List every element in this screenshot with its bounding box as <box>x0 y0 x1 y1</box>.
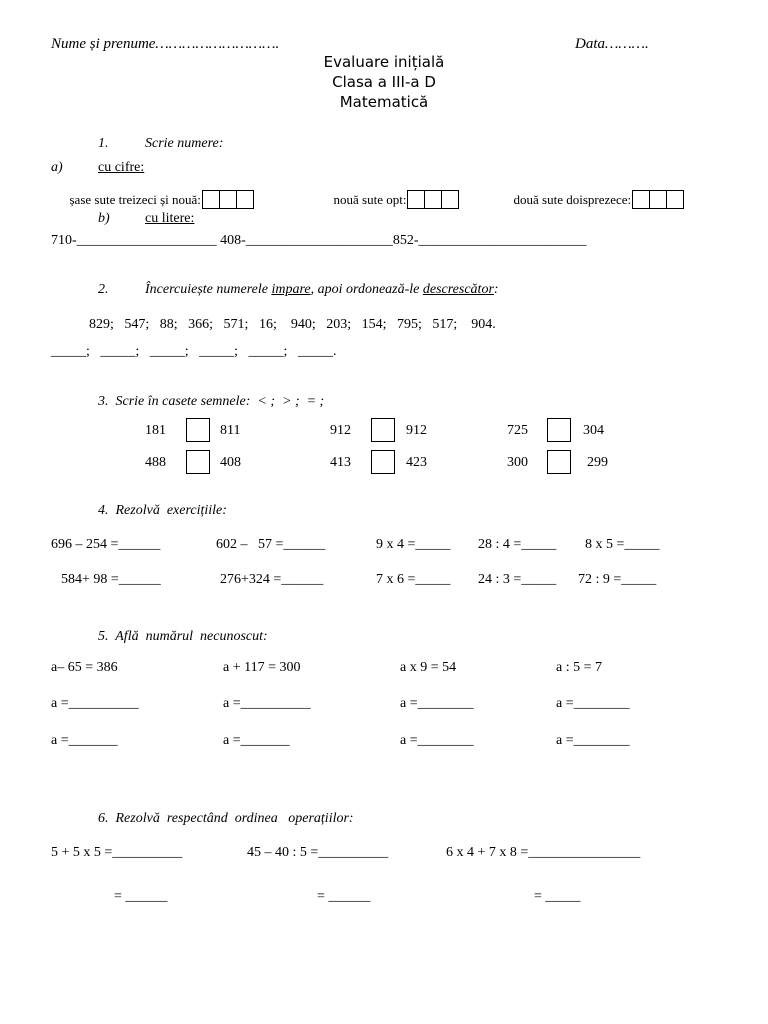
ex6-result-2[interactable]: = ______ <box>317 889 371 904</box>
ex5-step1-1[interactable]: a =__________ <box>51 696 139 711</box>
ex1-item2 <box>327 177 459 209</box>
ex2-heading-desc: descrescător <box>422 282 494 297</box>
ex5-step2-2[interactable]: a =_______ <box>223 733 290 748</box>
ex1-item1 <box>63 177 254 209</box>
compare-box-6[interactable] <box>547 450 571 474</box>
ex2-heading-mid: , apoi ordonează-le <box>310 282 423 297</box>
ex1-b-label: b) <box>98 211 110 226</box>
page-title: Evaluare inițială <box>323 53 445 71</box>
ex4-r1-c5[interactable]: 8 x 5 =_____ <box>585 537 660 552</box>
ex2-numbers[interactable]: 829; 547; 88; 366; 571; 16; 940; 203; 154; 795; 517; 904. <box>89 317 496 332</box>
ex1-item1-digit-boxes[interactable] <box>203 190 254 209</box>
ex6-result-3[interactable]: = _____ <box>534 889 581 904</box>
ex5-heading: 5. Află numărul necunoscut: <box>98 629 268 644</box>
ex4-heading: 4. Rezolvă exercițiile: <box>98 503 227 518</box>
class-title: Clasa a III-a D <box>332 73 436 91</box>
cmp-right-3: 304 <box>583 423 604 438</box>
compare-box-3[interactable] <box>547 418 571 442</box>
cmp-right-5: 423 <box>406 455 427 470</box>
date-field-label: Data………. <box>575 36 649 52</box>
ex4-r2-c4[interactable]: 24 : 3 =_____ <box>478 572 557 587</box>
ex1-item2-text: nouă sute opt: <box>333 192 407 207</box>
ex5-step1-3[interactable]: a =________ <box>400 696 474 711</box>
ex6-expr-1[interactable]: 5 + 5 x 5 =__________ <box>51 845 183 860</box>
cmp-right-2: 912 <box>406 423 427 438</box>
ex1-item2-digit-boxes[interactable] <box>408 190 459 209</box>
ex2-answer-blanks[interactable]: _____; _____; _____; _____; _____; _____. <box>51 344 337 359</box>
cmp-left-1: 181 <box>145 423 166 438</box>
ex2-heading-pre: Încercuiește numerele <box>145 282 272 297</box>
ex3-heading: 3. Scrie în casete semnele: < ; > ; = ; <box>98 394 325 409</box>
ex1-item3-digit-boxes[interactable] <box>633 190 684 209</box>
compare-box-1[interactable] <box>186 418 210 442</box>
ex6-result-1[interactable]: = ______ <box>114 889 168 904</box>
ex4-r1-c3[interactable]: 9 x 4 =_____ <box>376 537 451 552</box>
ex2-heading-odd: impare <box>271 282 311 297</box>
ex2-heading <box>145 283 499 297</box>
ex1-item3 <box>507 177 684 209</box>
ex1-number: 1. <box>98 136 109 151</box>
ex4-r1-c4[interactable]: 28 : 4 =_____ <box>478 537 557 552</box>
cmp-left-3: 725 <box>507 423 528 438</box>
ex1-words-line[interactable]: 710-____________________ 408-_____________________852-________________________ <box>51 233 587 248</box>
ex5-eq-3: a x 9 = 54 <box>400 660 457 675</box>
ex1-b-title: cu litere: <box>145 211 195 226</box>
ex5-step2-3[interactable]: a =________ <box>400 733 474 748</box>
ex1-heading: Scrie numere: <box>145 136 224 151</box>
ex2-number: 2. <box>98 282 109 297</box>
ex5-step2-1[interactable]: a =_______ <box>51 733 118 748</box>
ex6-heading: 6. Rezolvă respectând ordinea operațiilor: <box>98 811 354 826</box>
compare-box-5[interactable] <box>371 450 395 474</box>
ex4-r1-c2[interactable]: 602 – 57 =______ <box>216 537 326 552</box>
ex4-r2-c1[interactable]: 584+ 98 =______ <box>61 572 161 587</box>
compare-box-2[interactable] <box>371 418 395 442</box>
ex5-step1-4[interactable]: a =________ <box>556 696 630 711</box>
ex1-a-title: cu cifre: <box>98 160 145 175</box>
ex1-a-label: a) <box>51 160 63 175</box>
name-field-label: Nume și prenume………………………. <box>51 36 280 52</box>
cmp-left-6: 300 <box>507 455 528 470</box>
cmp-right-4: 408 <box>220 455 241 470</box>
cmp-left-4: 488 <box>145 455 166 470</box>
ex4-r2-c5[interactable]: 72 : 9 =_____ <box>578 572 657 587</box>
subject-title: Matematică <box>339 93 429 111</box>
cmp-left-5: 413 <box>330 455 351 470</box>
ex5-step1-2[interactable]: a =__________ <box>223 696 311 711</box>
ex5-eq-4: a : 5 = 7 <box>556 660 602 675</box>
ex4-r2-c3[interactable]: 7 x 6 =_____ <box>376 572 451 587</box>
cmp-left-2: 912 <box>330 423 351 438</box>
ex4-r2-c2[interactable]: 276+324 =______ <box>220 572 324 587</box>
ex6-expr-3[interactable]: 6 x 4 + 7 x 8 =________________ <box>446 845 641 860</box>
ex4-r1-c1[interactable]: 696 – 254 =______ <box>51 537 161 552</box>
compare-box-4[interactable] <box>186 450 210 474</box>
ex5-step2-4[interactable]: a =________ <box>556 733 630 748</box>
ex6-expr-2[interactable]: 45 – 40 : 5 =__________ <box>247 845 389 860</box>
cmp-right-6: 299 <box>587 455 608 470</box>
cmp-right-1: 811 <box>220 423 241 438</box>
ex1-item3-text: două sute doisprezece: <box>513 192 632 207</box>
ex5-eq-1: a– 65 = 386 <box>51 660 118 675</box>
ex1-item1-text: șase sute treizeci și nouă: <box>69 192 201 207</box>
ex2-heading-post: : <box>493 282 499 297</box>
ex5-eq-2: a + 117 = 300 <box>223 660 301 675</box>
